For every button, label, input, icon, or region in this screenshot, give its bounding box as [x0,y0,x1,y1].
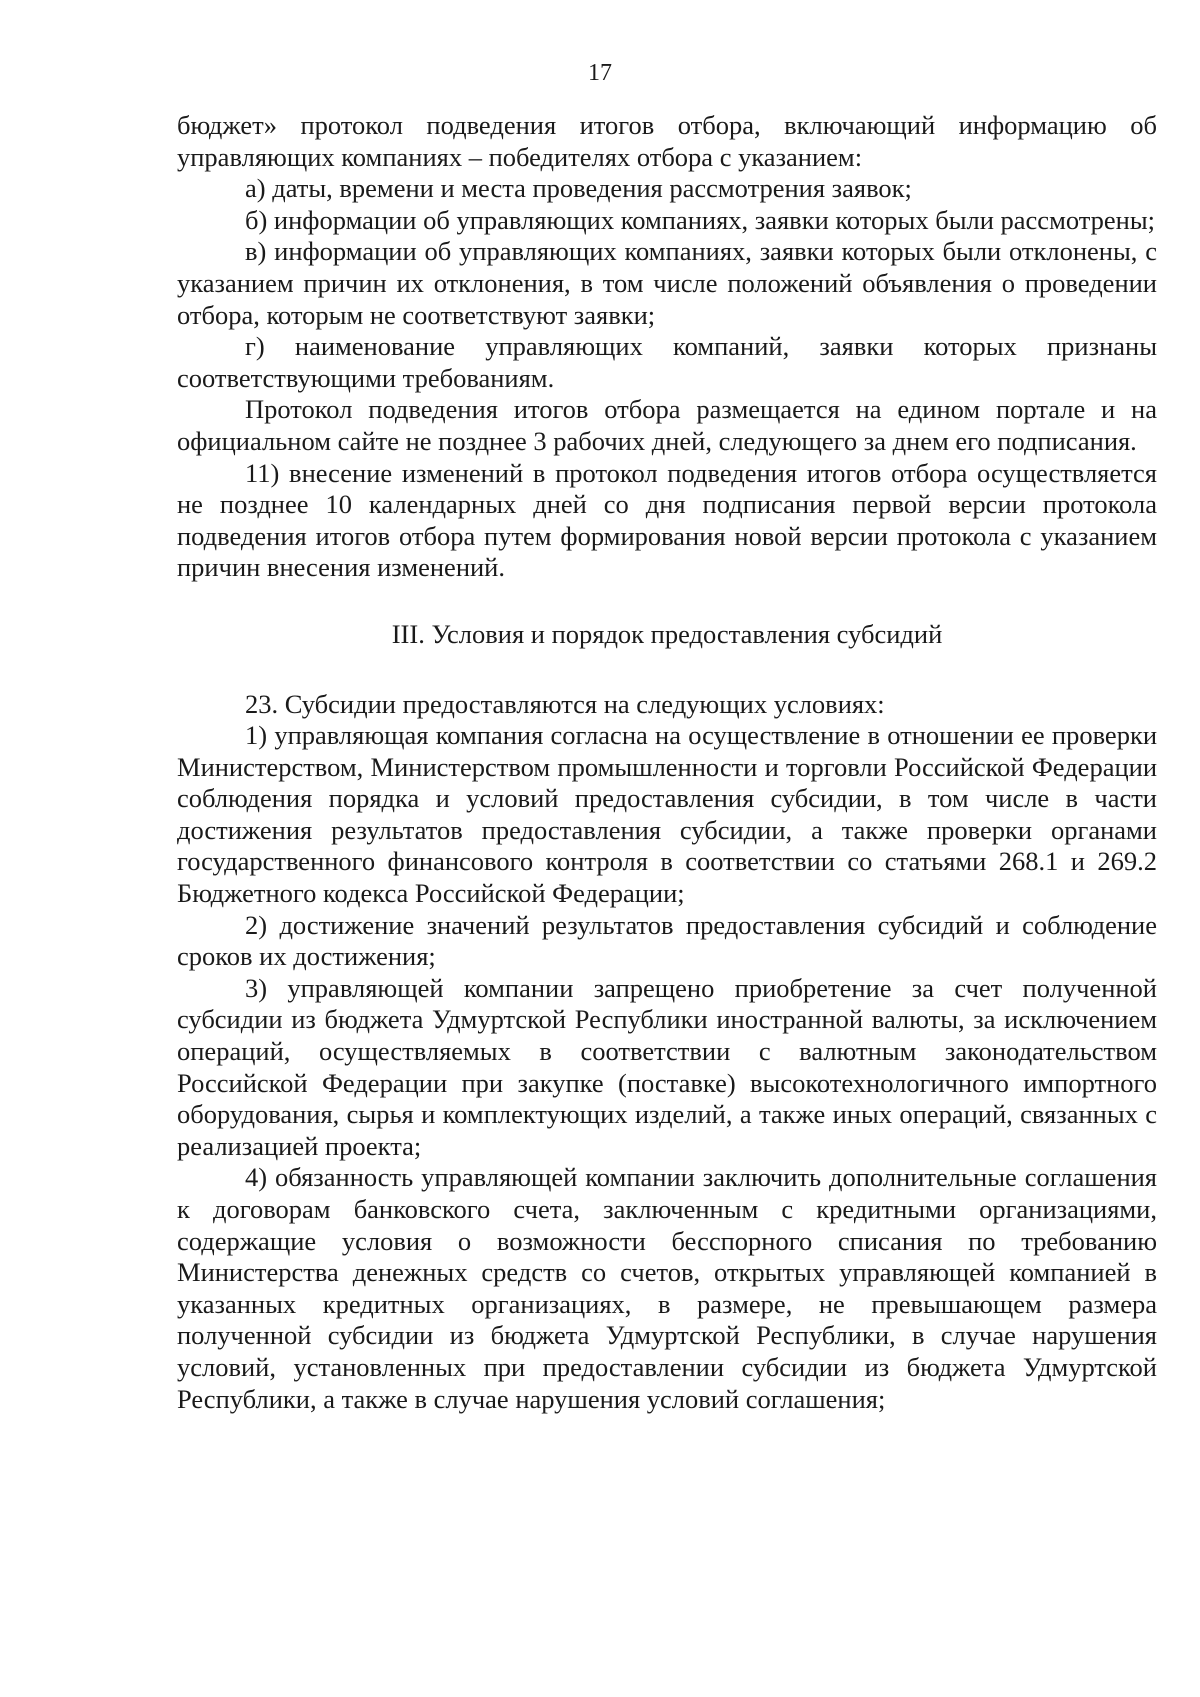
paragraph-clause-23: 23. Субсидии предоставляются на следующих условиях: [245,688,885,719]
paragraph-protocol-publication: Протокол подведения итогов отбора размещается на едином портале и на официальном сайте не позднее 3 рабочих дней, следующего за днем его подписания. [177,394,1157,456]
paragraph-condition-2: 2) достижение значений результатов предоставления субсидий и соблюдение сроков их достижения; [177,909,1157,972]
paragraph-item-g: г) наименование управляющих компаний, заявки которых признаны соответствующими требованиям. [177,331,1157,393]
page-number: 17 [588,60,612,86]
paragraph-item-b: б) информации об управляющих компаниях, заявки которых были рассмотрены; [245,204,1156,235]
section-heading: III. Условия и порядок предоставления субсидий [391,618,943,649]
paragraph-intro-continuation: бюджет» протокол подведения итогов отбора, включающий информацию об управляющих компаниях – победителях отбора с указанием: [177,110,1157,172]
paragraph-item-a: а) даты, времени и места проведения рассмотрения заявок; [245,173,912,204]
paragraph-condition-3: 3) управляющей компании запрещено приобретение за счет полученной субсидии из бюджета Удмуртской Республики иностранной валюты, за исключением операций, осуществляемых в соответствии с валютным законодательством Российской Федерации при закупке (поставке) высокотехнологичного импортного оборудования, сырья и комплектующих изделий, а также иных операций, связанных с реализацией проекта; [177,972,1157,1161]
paragraph-item-v: в) информации об управляющих компаниях, заявки которых были отклонены, с указанием причин их отклонения, в том числе положений объявления о проведении отбора, которым не соответствуют заявки; [177,236,1157,330]
paragraph-condition-4: 4) обязанность управляющей компании заключить дополнительные соглашения к договорам банковского счета, заключенным с кредитными организациями, содержащие условия о возможности бесспорного списания по требованию Министерства денежных средств со счетов, открытых управляющей компанией в указанных кредитных организациях, в размере, не превышающем размера полученной субсидии из бюджета Удмуртской Республики, в случае нарушения условий, установленных при предоставлении субсидии из бюджета Удмуртской Республики, а также в случае нарушения условий соглашения; [177,1162,1157,1414]
paragraph-item-11: 11) внесение изменений в протокол подведения итогов отбора осуществляется не позднее 10 календарных дней со дня подписания первой версии протокола подведения итогов отбора путем формирования новой версии протокола с указанием причин внесения изменений. [177,457,1157,583]
document-body [177,110,1157,1415]
paragraph-condition-1: 1) управляющая компания согласна на осуществление в отношении ее проверки Министерством, Министерством промышленности и торговли Российской Федерации соблюдения порядка и условий предоставления субсидии, в том числе в части достижения результатов предоставления субсидии, а также проверки органами государственного финансового контроля в соответствии со статьями 268.1 и 269.2 Бюджетного кодекса Российской Федерации; [177,720,1157,909]
